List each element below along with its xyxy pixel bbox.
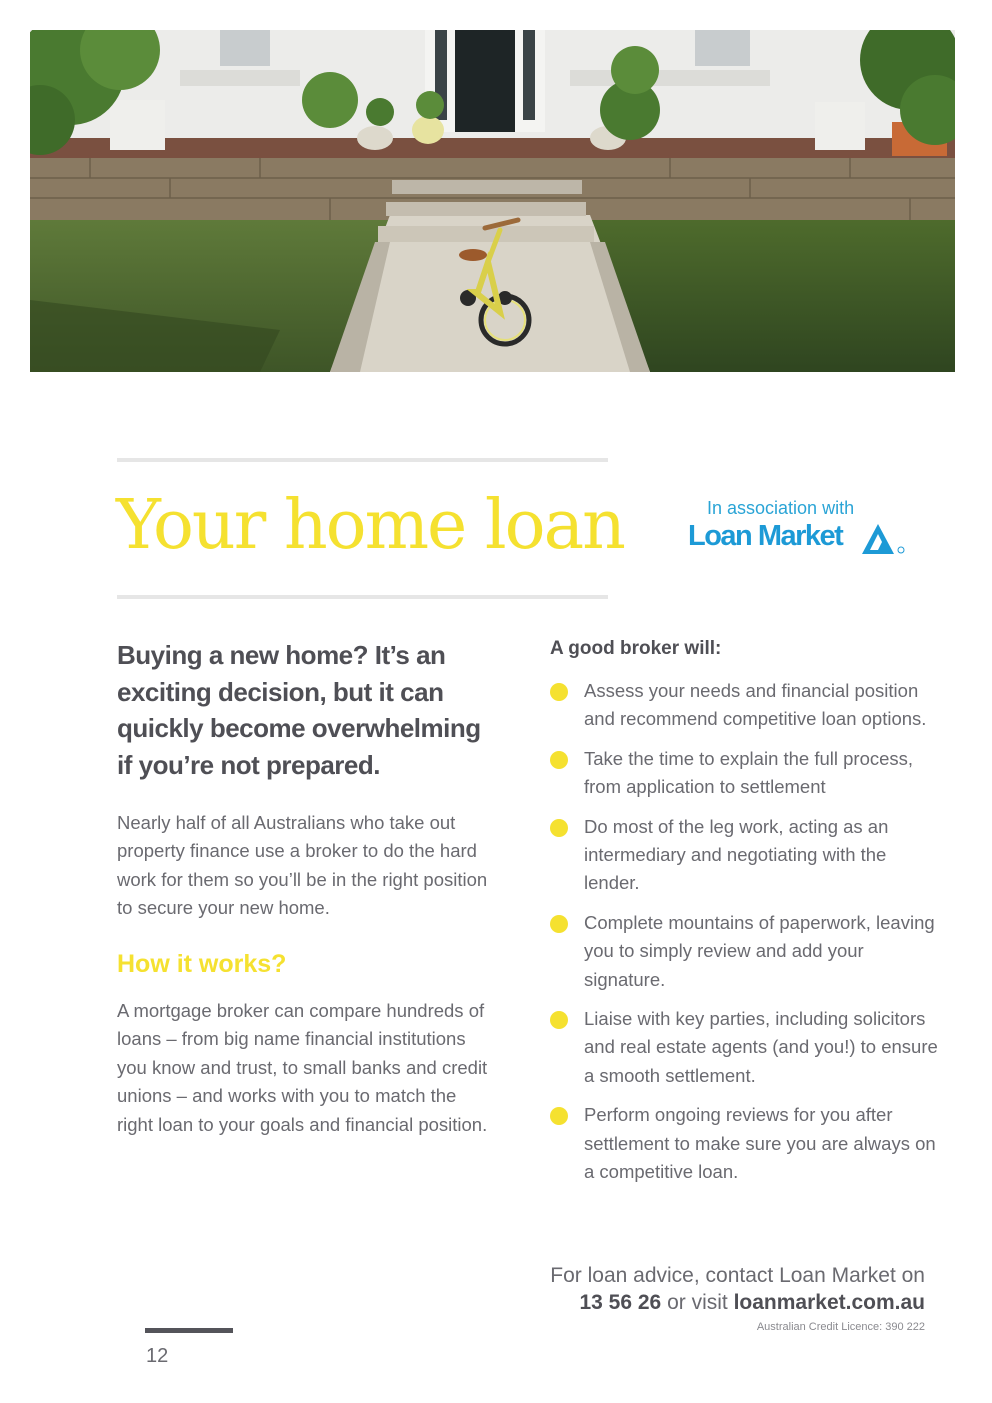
contact-details bbox=[550, 1289, 925, 1316]
loan-market-wordmark: Loan Market bbox=[688, 520, 843, 552]
broker-list bbox=[550, 677, 940, 1198]
house-photo bbox=[30, 30, 955, 372]
bullet-dot-icon bbox=[550, 1011, 568, 1029]
intro-heading: Buying a new home? It’s an exciting decision, but it can quickly become overwhelming if you’re not prepared. bbox=[117, 640, 481, 780]
credit-licence: Australian Credit Licence: 390 222 bbox=[756, 1321, 925, 1333]
broker-heading: A good broker will: bbox=[550, 638, 722, 659]
list-item-text: Complete mountains of paperwork, leaving you to simply review and add your signature. bbox=[584, 911, 935, 990]
bottom-divider bbox=[117, 595, 608, 599]
how-it-works-paragraph: A mortgage broker can compare hundreds of loans – from big name financial institutions you know and trust, to small banks and credit unions – and works with you to match the right loan to your goals and financial position. bbox=[117, 1000, 488, 1135]
list-item bbox=[550, 1005, 940, 1090]
contact-intro: For loan advice, contact Loan Market on bbox=[550, 1264, 925, 1287]
hero-image bbox=[30, 30, 955, 372]
list-item-text: Assess your needs and financial position and recommend competitive loan options. bbox=[584, 680, 927, 730]
list-item bbox=[550, 909, 940, 994]
bullet-dot-icon bbox=[550, 751, 568, 769]
list-item bbox=[550, 813, 940, 898]
website-link[interactable]: loanmarket.com.au bbox=[733, 1291, 925, 1314]
page-title: Your home loan bbox=[116, 486, 624, 565]
list-item-text: Liaise with key parties, including solicitors and real estate agents (and you!) to ensure a smooth settlement. bbox=[584, 1008, 938, 1086]
list-item-text: Do most of the leg work, acting as an intermediary and negotiating with the lender. bbox=[584, 815, 889, 894]
bullet-dot-icon bbox=[550, 819, 568, 837]
page-number: 12 bbox=[146, 1345, 169, 1367]
phone-number[interactable]: 13 56 26 bbox=[579, 1291, 662, 1314]
bullet-dot-icon bbox=[550, 915, 568, 933]
bullet-dot-icon bbox=[550, 1107, 568, 1125]
intro-paragraph: Nearly half of all Australians who take out property finance use a broker to do the hard work for them so you’ll be in the right position to secure your new home. bbox=[117, 812, 488, 919]
list-item bbox=[550, 745, 940, 802]
how-it-works-heading: How it works? bbox=[117, 950, 287, 978]
list-item bbox=[550, 1101, 940, 1186]
list-item bbox=[550, 677, 940, 734]
association-text: In association with bbox=[707, 498, 855, 518]
page-number-bar bbox=[145, 1328, 233, 1333]
bullet-dot-icon bbox=[550, 683, 568, 701]
list-item-text: Take the time to explain the full process, from application to settlement bbox=[584, 747, 914, 798]
top-divider bbox=[117, 458, 608, 462]
or-visit-text: or visit bbox=[667, 1291, 728, 1314]
contact-block bbox=[550, 1262, 925, 1336]
list-item-text: Perform ongoing reviews for you after settlement to make sure you are always on a competitive loan. bbox=[584, 1104, 936, 1183]
loan-market-logo-icon bbox=[860, 522, 906, 556]
